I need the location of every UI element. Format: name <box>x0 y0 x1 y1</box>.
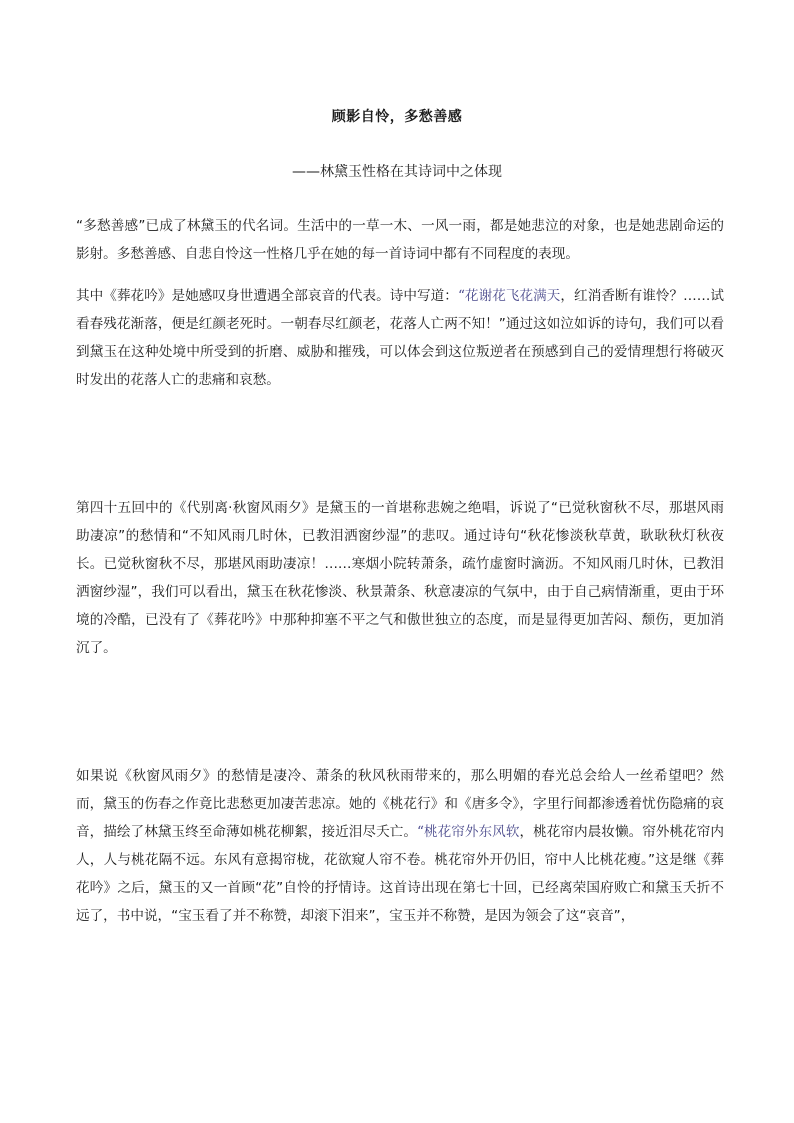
paragraph-1: “多愁善感”已成了林黛玉的代名词。生活中的一草一木、一风一雨，都是她悲泣的对象，也是她悲剧命运的影射。多愁善感、自悲自怜这一性格几乎在她的每一首诗词中都有不同程度的表现。 <box>76 218 724 262</box>
paragraph-2-intro: 其中《葬花吟》是她感叹身世遭遇全部哀音的代表。诗中写道： <box>76 288 458 304</box>
paragraph-3: 第四十五回中的《代别离·秋窗风雨夕》是黛玉的一首堪称悲婉之绝唱，诉说了“已觉秋窗秋不尽，那堪风雨助凄凉”的愁情和“不知风雨几时休，已教泪洒窗纱湿”的悲叹。通过诗句“秋花惨淡秋草黄，耿耿秋灯秋夜长。已觉秋窗秋不尽，那堪风雨助凄凉！……寒烟小院转萧条，疏竹虚窗时滴沥。不知风雨几时休，已教泪洒窗纱湿”，我们可以看出，黛玉在秋花惨淡、秋景萧条、秋意凄凉的气氛中，由于自己病情渐重，更由于环境的冷酷，已没有了《葬花吟》中那种抑塞不平之气和傲世独立的态度，而是显得更加苦闷、颓伤，更加消沉了。 <box>76 500 724 656</box>
paragraph-4 <box>76 762 724 930</box>
paragraph-2-body: ，红消香断有谁怜？……试看春残花渐落，便是红颜老死时。一朝春尽红颜老，花落人亡两不知！”通过这如泣如诉的诗句，我们可以看到黛玉在这种处境中所受到的折磨、威胁和摧残，可以体会到这位叛逆者在预感到自己的爱情理想行将破灭时发出的花落人亡的悲痛和哀愁。 <box>76 288 725 388</box>
paragraph-4-body: ，桃花帘内晨妆懒。帘外桃花帘内人，人与桃花隔不远。东风有意揭帘栊，花欲窥人帘不卷。桃花帘外开仍旧，帘中人比桃花瘦。”这是继《葬花吟》之后，黛玉的又一首顾“花”自怜的抒情诗。这首诗出现在第七十回，已经离荣国府败亡和黛玉夭折不远了，书中说，“宝玉看了并不称赞，却滚下泪来”，宝玉并不称赞，是因为领会了这“哀音”， <box>76 824 725 924</box>
paragraph-2-quote: “花谢花飞花满天 <box>457 288 561 304</box>
document-subtitle: ——林黛玉性格在其诗词中之体现 <box>292 164 502 180</box>
paragraph-4-intro: 如果说《秋窗风雨夕》的愁情是凄冷、萧条的秋风秋雨带来的，那么明媚的春光总会给人一丝希望吧？然而，黛玉的伤春之作竟比悲愁更加凄苦悲凉。她的《桃花行》和《唐多令》，字里行间都渗透着忧伤隐痛的哀音，描绘了林黛玉终至命薄如桃花柳絮，接近泪尽夭亡。 <box>76 768 724 840</box>
document-title: 顾影自怜，多愁善感 <box>331 109 463 125</box>
paragraph-2 <box>76 282 724 394</box>
paragraph-4-quote: “桃花帘外东风软 <box>416 824 520 840</box>
